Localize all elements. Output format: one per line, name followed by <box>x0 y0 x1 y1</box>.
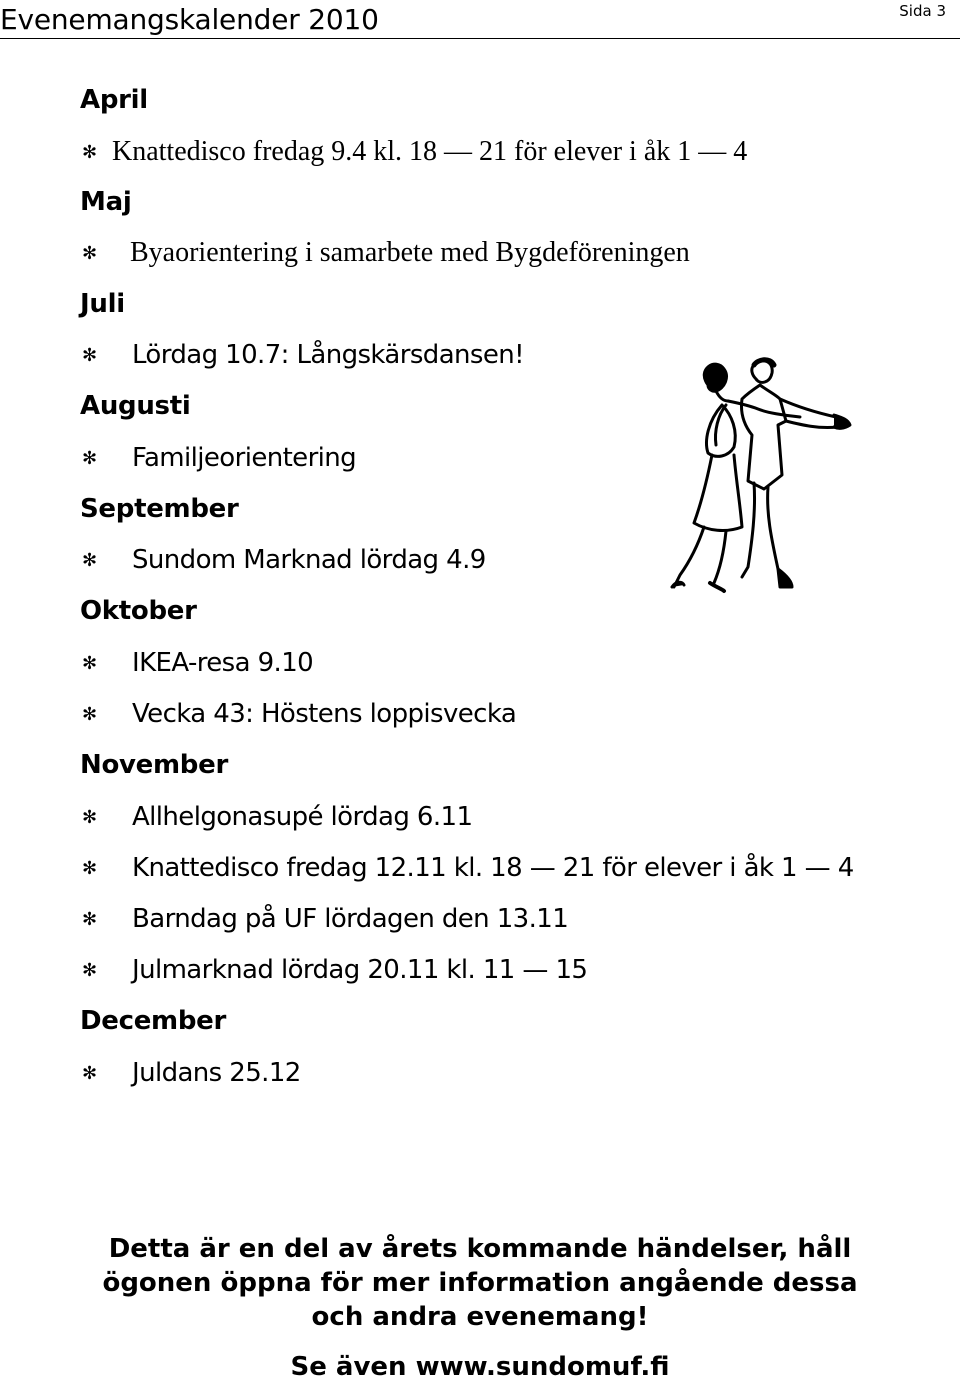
event-text: Knattedisco fredag 9.4 kl. 18 — 21 för elever i åk 1 — 4 <box>112 136 748 167</box>
event-text: Allhelgonasupé lördag 6.11 <box>132 802 473 832</box>
asterisk-bullet-icon: ✻ <box>82 243 98 264</box>
month-heading-september: September <box>80 494 239 524</box>
asterisk-bullet-icon: ✻ <box>82 704 98 725</box>
dancing-couple-icon <box>668 355 858 595</box>
asterisk-bullet-icon: ✻ <box>82 909 98 930</box>
asterisk-bullet-icon: ✻ <box>82 448 98 469</box>
asterisk-bullet-icon: ✻ <box>82 1063 98 1084</box>
month-heading-oktober: Oktober <box>80 596 197 626</box>
asterisk-bullet-icon: ✻ <box>82 858 98 879</box>
page-number: Sida 3 <box>899 2 946 20</box>
event-text: Julmarknad lördag 20.11 kl. 11 — 15 <box>132 955 588 985</box>
month-heading-november: November <box>80 750 228 780</box>
header-divider <box>0 38 960 39</box>
month-heading-december: December <box>80 1006 227 1036</box>
footer-note <box>0 1232 960 1334</box>
month-heading-juli: Juli <box>80 289 125 319</box>
document-title: Evenemangskalender 2010 <box>0 3 379 36</box>
asterisk-bullet-icon: ✻ <box>82 142 98 163</box>
event-text: Byaorientering i samarbete med Bygdeföreningen <box>130 237 690 268</box>
month-heading-augusti: Augusti <box>80 391 191 421</box>
month-heading-maj: Maj <box>80 187 132 217</box>
event-text: IKEA-resa 9.10 <box>132 648 314 678</box>
asterisk-bullet-icon: ✻ <box>82 960 98 981</box>
asterisk-bullet-icon: ✻ <box>82 550 98 571</box>
asterisk-bullet-icon: ✻ <box>82 807 98 828</box>
month-heading-april: April <box>80 85 148 115</box>
asterisk-bullet-icon: ✻ <box>82 653 98 674</box>
footer-website-link[interactable]: Se även www.sundomuf.fi <box>290 1352 670 1382</box>
event-text: Juldans 25.12 <box>132 1058 301 1088</box>
event-text: Knattedisco fredag 12.11 kl. 18 — 21 för elever i åk 1 — 4 <box>132 853 854 883</box>
asterisk-bullet-icon: ✻ <box>82 345 98 366</box>
event-text: Barndag på UF lördagen den 13.11 <box>132 904 569 934</box>
footer-line-3: och andra evenemang! <box>311 1302 649 1332</box>
event-text: Sundom Marknad lördag 4.9 <box>132 545 486 575</box>
event-text: Familjeorientering <box>132 443 357 473</box>
event-text: Vecka 43: Höstens loppisvecka <box>132 699 517 729</box>
event-text: Lördag 10.7: Långskärsdansen! <box>132 340 524 370</box>
footer-line-2: ögonen öppna för mer information angående dessa <box>102 1268 858 1298</box>
footer-line-1: Detta är en del av årets kommande händelser, håll <box>108 1234 852 1264</box>
